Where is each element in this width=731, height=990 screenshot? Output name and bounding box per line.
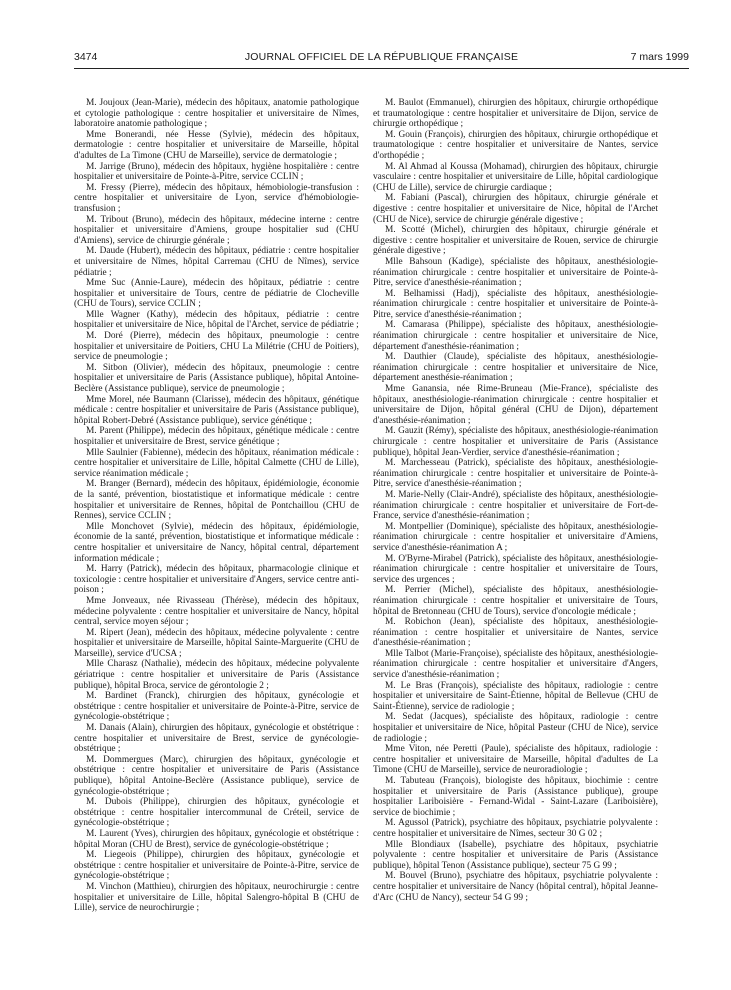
appointment-entry: M. Montpellier (Dominique), spécialiste des hôpitaux, anesthésiologie-réanimation chirurgicale : centre hospitalier et universitaire d'Amiens, service d'anesthésie-réanimation A ; (373, 521, 658, 553)
appointment-entry: M. Marchesseau (Patrick), spécialiste des hôpitaux, anesthésiologie-réanimation chirurgicale : centre hospitalier et universitaire de Pointe-à-Pitre, service d'anesthésie-réanimation ; (373, 458, 658, 490)
appointment-entry: M. Bouvel (Bruno), psychiatre des hôpitaux, psychiatrie polyvalente : centre hospitalier et universitaire de Nancy (hôpital central), hôpital Jeanne-d'Arc (CHU de Nancy), secteur 54 G 99 ; (373, 871, 658, 903)
appointment-entry: Mlle Charasz (Nathalie), médecin des hôpitaux, médecine polyvalente gériatrique : centre hospitalier et universitaire de Paris (Assistance publique), hôpital Broca, service de gérontologie 2 ; (74, 659, 359, 691)
page-number: 3474 (74, 51, 98, 63)
appointment-entry: M. Sedat (Jacques), spécialiste des hôpitaux, radiologie : centre hospitalier et universitaire de Nice, hôpital Pasteur (CHU de Nice), service de radiologie ; (373, 712, 658, 744)
appointment-entry: M. Vinchon (Matthieu), chirurgien des hôpitaux, neurochirurgie : centre hospitalier et universitaire de Lille, hôpital Salengro-hôpital B (CHU de Lille), service de neurochirurgie ; (74, 881, 359, 914)
appointment-entry: M. Jarrige (Bruno), médecin des hôpitaux, hygiène hospitalière : centre hospitalier et universitaire de Pointe-à-Pitre, service CCLIN ; (74, 161, 359, 183)
appointment-entry: Mlle Monchovet (Sylvie), médecin des hôpitaux, épidémiologie, économie de la santé, prévention, biostatistique et informatique médicale : centre hospitalier et universitaire de Nancy, hôpital central, département information médicale ; (74, 521, 359, 564)
appointment-entry: M. Branger (Bernard), médecin des hôpitaux, épidémiologie, économie de la santé, prévention, biostatistique et informatique médicale : centre hospitalier et universitaire de Rennes, hôpital de Pontchaillou (CHU de Rennes), service CCLIN ; (74, 479, 359, 522)
appointment-entry: M. Gouin (François), chirurgien des hôpitaux, chirurgie orthopédique et traumatologique : centre hospitalier et universitaire de Nantes, service d'orthopédie ; (373, 129, 658, 161)
appointment-entry: Mme Viton, née Peretti (Paule), spécialiste des hôpitaux, radiologie : centre hospitalier et universitaire de Marseille, hôpital d'adultes de La Timone (CHU de Marseille), service de neuroradiologie ; (373, 744, 658, 776)
appointment-entry: M. Bardinet (Franck), chirurgien des hôpitaux, gynécologie et obstétrique : centre hospitalier et universitaire de Pointe-à-Pitre, service de gynécologie-obstétrique ; (74, 691, 359, 723)
appointment-entry: M. Doré (Pierre), médecin des hôpitaux, pneumologie : centre hospitalier et universitaire de Poitiers, CHU La Milétrie (CHU de Poitiers), service de pneumologie ; (74, 331, 359, 363)
appointment-entry: M. Dauthier (Claude), spécialiste des hôpitaux, anesthésiologie-réanimation chirurgicale : centre hospitalier et universitaire de Nice, département anesthésie-réanimation ; (373, 352, 658, 384)
appointment-entry: M. Laurent (Yves), chirurgien des hôpitaux, gynécologie et obstétrique : hôpital Moran (CHU de Brest), service de gynécologie-obstétrique ; (74, 828, 359, 850)
appointment-entry: M. Marie-Nelly (Clair-André), spécialiste des hôpitaux, anesthésiologie-réanimation chirurgicale : centre hospitalier et universitaire de Fort-de-France, service d'anesthésie-réanimation ; (373, 489, 658, 522)
appointment-entry: M. Tabuteau (François), biologiste des hôpitaux, biochimie : centre hospitalier et universitaire de Paris (Assistance publique), groupe hospitalier Lariboisière - Fernand-Widal - Saint-Lazare (Lariboisière), service de biochimie ; (373, 776, 658, 818)
appointment-entry: M. Robichon (Jean), spécialiste des hôpitaux, anesthésiologie-réanimation : centre hospitalier et universitaire de Nantes, service d'anesthésie-réanimation ; (373, 617, 658, 649)
issue-date: 7 mars 1999 (630, 51, 689, 63)
journal-title: JOURNAL OFFICIEL DE LA RÉPUBLIQUE FRANÇAISE (244, 51, 519, 63)
appointment-entry: M. Dubois (Philippe), chirurgien des hôpitaux, gynécologie et obstétrique : centre hospitalier intercommunal de Créteil, service de gynécologie-obstétrique ; (74, 797, 359, 829)
appointment-entry: M. Sitbon (Olivier), médecin des hôpitaux, pneumologie : centre hospitalier et universitaire de Paris (Assistance publique), hôpital Antoine-Beclère (Assistance publique), service de pneumologie ; (74, 362, 359, 395)
appointment-entry: M. O'Byrne-Mirabel (Patrick), spécialiste des hôpitaux, anesthésiologie-réanimation chirurgicale : centre hospitalier et universitaire de Tours, service des urgences ; (373, 553, 658, 585)
appointment-entry: M. Al Ahmad al Koussa (Mohamad), chirurgien des hôpitaux, chirurgie vasculaire : centre hospitalier et universitaire de Lille, hôpital cardiologique (CHU de Lille), service de chirurgie cardiaque ; (373, 161, 658, 193)
left-column (74, 98, 359, 914)
appointment-entry: M. Danais (Alain), chirurgien des hôpitaux, gynécologie et obstétrique : centre hospitalier et universitaire de Brest, service de gynécologie-obstétrique ; (74, 723, 359, 755)
appointment-entry: M. Ripert (Jean), médecin des hôpitaux, médecine polyvalente : centre hospitalier et universitaire de Marseille, hôpital Sainte-Marguerite (CHU de Marseille), service d'UCSA ; (74, 627, 359, 659)
appointment-entry: M. Tribout (Bruno), médecin des hôpitaux, médecine interne : centre hospitalier et universitaire d'Amiens, groupe hospitalier sud (CHU d'Amiens), service de chirurgie générale ; (74, 214, 359, 246)
appointment-entry: Mme Ganansia, née Rime-Bruneau (Mie-France), spécialiste des hôpitaux, anesthésiologie-réanimation chirurgicale : centre hospitalier et universitaire de Dijon, hôpital général (CHU de Dijon), département d'anesthésie-réanimation ; (373, 384, 658, 426)
page-header (74, 51, 689, 67)
appointment-entry: M. Fressy (Pierre), médecin des hôpitaux, hémobiologie-transfusion : centre hospitalier et universitaire de Lyon, service d'hémobiologie-transfusion ; (74, 182, 359, 214)
appointment-entry: Mme Bonerandi, née Hesse (Sylvie), médecin des hôpitaux, dermatologie : centre hospitalier et universitaire de Marseille, hôpital d'adultes de La Timone (CHU de Marseille), service de dermatologie ; (74, 129, 359, 161)
appointment-entry: M. Harry (Patrick), médecin des hôpitaux, pharmacologie clinique et toxicologie : centre hospitalier et universitaire d'Angers, service centre anti-poison ; (74, 564, 359, 596)
appointment-entry: M. Gauzit (Rémy), spécialiste des hôpitaux, anesthésiologie-réanimation chirurgicale : centre hospitalier et universitaire de Paris (Assistance publique), hôpital Jean-Verdier, service d'anesthésie-réanimation ; (373, 426, 658, 458)
appointment-entry: M. Liegeois (Philippe), chirurgien des hôpitaux, gynécologie et obstétrique : centre hospitalier et universitaire de Pointe-à-Pitre, service de gynécologie-obstétrique ; (74, 850, 359, 882)
appointment-entry: M. Joujoux (Jean-Marie), médecin des hôpitaux, anatomie pathologique et cytologie pathologique : centre hospitalier et universitaire de Nîmes, laboratoire anatomie pathologique ; (74, 98, 359, 130)
appointment-entry: M. Parent (Philippe), médecin des hôpitaux, génétique médicale : centre hospitalier et universitaire de Brest, service génétique ; (74, 426, 359, 447)
appointment-entry: M. Le Bras (François), spécialiste des hôpitaux, radiologie : centre hospitalier et universitaire de Saint-Étienne, hôpital de Bellevue (CHU de Saint-Étienne), service de radiologie ; (373, 680, 658, 712)
appointment-entry: Mlle Saulnier (Fabienne), médecin des hôpitaux, réanimation médicale : centre hospitalier et universitaire de Lille, hôpital Calmette (CHU de Lille), service réanimation médicale ; (74, 447, 359, 479)
appointment-entry: M. Dommergues (Marc), chirurgien des hôpitaux, gynécologie et obstétrique : centre hospitalier et universitaire de Paris (Assistance publique), hôpital Antoine-Beclère (Assistance publique), service de gynécologie-obstétrique ; (74, 754, 359, 797)
right-column (373, 98, 658, 903)
appointment-entry: M. Camarasa (Philippe), spécialiste des hôpitaux, anesthésiologie-réanimation chirurgicale : centre hospitalier et universitaire de Nice, département d'anesthésie-réanimation ; (373, 320, 658, 352)
appointment-entry: M. Baulot (Emmanuel), chirurgien des hôpitaux, chirurgie orthopédique et traumatologique : centre hospitalier et universitaire de Dijon, service de chirurgie orthopédique ; (373, 98, 658, 130)
appointment-entry: Mlle Bahsoun (Kadige), spécialiste des hôpitaux, anesthésiologie-réanimation chirurgicale : centre hospitalier et universitaire de Pointe-à-Pitre, service d'anesthésie-réanimation ; (373, 256, 658, 289)
appointment-entry: M. Perrier (Michel), spécialiste des hôpitaux, anesthésiologie-réanimation chirurgicale : centre hospitalier et universitaire de Tours, hôpital de Bretonneau (CHU de Tours), service d'oncologie médicale ; (373, 585, 658, 617)
appointment-entry: M. Agussol (Patrick), psychiatre des hôpitaux, psychiatrie polyvalente : centre hospitalier et universitaire de Nîmes, secteur 30 G 02 ; (373, 818, 658, 839)
appointment-entry: Mlle Wagner (Kathy), médecin des hôpitaux, pédiatrie : centre hospitalier et universitaire de Nice, hôpital de l'Archet, service de pédiatrie ; (74, 309, 359, 331)
appointment-entry: Mme Suc (Annie-Laure), médecin des hôpitaux, pédiatrie : centre hospitalier et universitaire de Tours, centre de pédiatrie de Clocheville (CHU de Tours), service CCLIN ; (74, 278, 359, 310)
appointment-entry: Mlle Talbot (Marie-Françoise), spécialiste des hôpitaux, anesthésiologie-réanimation chirurgicale : centre hospitalier et universitaire d'Angers, service d'anesthésie-réanimation ; (373, 648, 658, 681)
appointment-entry: Mme Morel, née Baumann (Clarisse), médecin des hôpitaux, génétique médicale : centre hospitalier et universitaire de Paris (Assistance publique), hôpital Robert-Debré (Assistance publique), service génétique ; (74, 394, 359, 426)
appointment-entry: M. Scotté (Michel), chirurgien des hôpitaux, chirurgie générale et digestive : centre hospitalier et universitaire de Rouen, service de chirurgie générale digestive ; (373, 225, 658, 257)
appointment-entry: Mme Jonveaux, née Rivasseau (Thérèse), médecin des hôpitaux, médecine polyvalente : centre hospitalier et universitaire de Nancy, hôpital central, service moyen séjour ; (74, 595, 359, 628)
appointment-entry: Mlle Blondiaux (Isabelle), psychiatre des hôpitaux, psychiatrie polyvalente : centre hospitalier et universitaire de Paris (Assistance publique), hôpital Tenon (Assistance publique), secteur 75 G 99 ; (373, 839, 658, 871)
appointment-entry: M. Fabiani (Pascal), chirurgien des hôpitaux, chirurgie générale et digestive : centre hospitalier et universitaire de Nice, hôpital de l'Archet (CHU de Nice), service de chirurgie générale digestive ; (373, 193, 658, 225)
header-rule (74, 68, 689, 69)
appointment-entry: M. Belhamissi (Hadj), spécialiste des hôpitaux, anesthésiologie-réanimation chirurgicale : centre hospitalier et universitaire de Pointe-à-Pitre, service d'anesthésie-réanimation ; (373, 288, 658, 320)
appointment-entry: M. Daude (Hubert), médecin des hôpitaux, pédiatrie : centre hospitalier et universitaire de Nîmes, hôpital Carremau (CHU de Nîmes), service pédiatrie ; (74, 246, 359, 278)
